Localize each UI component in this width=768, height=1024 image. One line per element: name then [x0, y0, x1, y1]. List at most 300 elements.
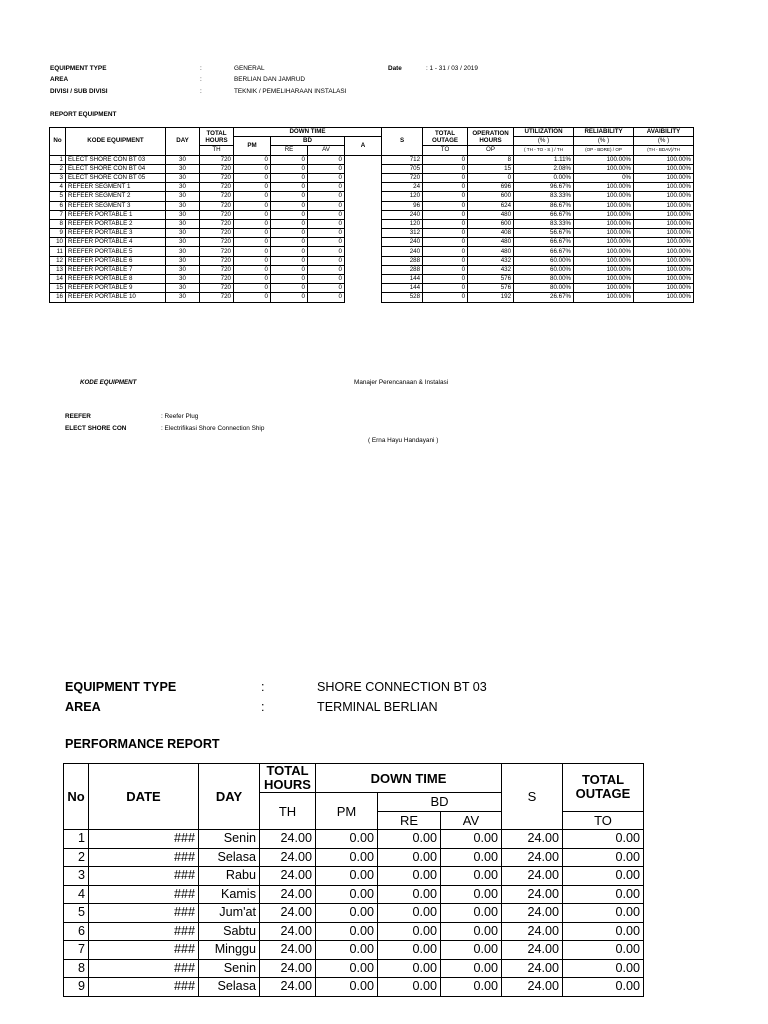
cell-pm: 0 — [234, 219, 271, 228]
header-down-time: DOWN TIME — [234, 128, 382, 137]
cell-a — [345, 164, 382, 173]
cell-avail: 100.00% — [634, 164, 694, 173]
cell-th: 720 — [200, 164, 234, 173]
area-label: AREA — [50, 76, 69, 83]
equipment-report-table — [49, 127, 694, 303]
cell-rel: 100.00% — [574, 284, 634, 293]
header-s: S — [382, 128, 423, 156]
header-op: OP — [468, 146, 514, 155]
cell-pm: 0 — [234, 164, 271, 173]
cell-re: 0.00 — [378, 867, 441, 886]
cell-s: 144 — [382, 275, 423, 284]
cell-kode: ELECT SHORE CON BT 03 — [66, 155, 166, 164]
cell-s: 24.00 — [502, 867, 563, 886]
cell-th: 720 — [200, 192, 234, 201]
header-availability: AVAIBILITY — [634, 128, 694, 137]
header-bd: BD — [378, 793, 502, 812]
header-down-time: DOWN TIME — [316, 764, 502, 793]
cell-no: 4 — [64, 885, 89, 904]
cell-pm: 0 — [234, 238, 271, 247]
legend-code: REEFER — [65, 413, 91, 420]
cell-s: 24.00 — [502, 885, 563, 904]
cell-th: 720 — [200, 183, 234, 192]
cell-op: 432 — [468, 256, 514, 265]
cell-s: 288 — [382, 256, 423, 265]
table-row — [64, 941, 644, 960]
equipment-type-value: GENERAL — [234, 65, 265, 72]
cell-th: 720 — [200, 275, 234, 284]
header-day: DAY — [199, 764, 260, 830]
date-label: Date — [388, 65, 402, 72]
cell-s: 720 — [382, 173, 423, 182]
cell-kode: REEFER PORTABLE 7 — [66, 265, 166, 274]
cell-day: 30 — [166, 210, 200, 219]
colon: : — [261, 700, 265, 714]
cell-day: 30 — [166, 219, 200, 228]
cell-re: 0 — [271, 183, 308, 192]
table-row — [64, 867, 644, 886]
cell-av: 0 — [308, 293, 345, 302]
cell-pm: 0 — [234, 155, 271, 164]
cell-av: 0.00 — [441, 941, 502, 960]
cell-re: 0.00 — [378, 959, 441, 978]
cell-no: 1 — [50, 155, 66, 164]
cell-pm: 0 — [234, 183, 271, 192]
cell-a — [345, 293, 382, 302]
cell-pm: 0 — [234, 275, 271, 284]
equipment-type-label: EQUIPMENT TYPE — [50, 65, 107, 72]
header-avail-formula: (TH - BDAV)/TH — [634, 146, 694, 155]
cell-avail: 100.00% — [634, 238, 694, 247]
cell-no: 5 — [64, 904, 89, 923]
cell-pm: 0 — [234, 210, 271, 219]
cell-av: 0 — [308, 247, 345, 256]
cell-no: 6 — [64, 922, 89, 941]
table-row — [64, 904, 644, 923]
cell-rel: 100.00% — [574, 183, 634, 192]
cell-rel: 100.00% — [574, 265, 634, 274]
cell-day: Senin — [199, 830, 260, 849]
cell-day: 30 — [166, 238, 200, 247]
cell-to: 0 — [423, 201, 468, 210]
header-date: DATE — [89, 764, 199, 830]
cell-avail: 100.00% — [634, 173, 694, 182]
cell-avail: 100.00% — [634, 265, 694, 274]
table-row — [64, 885, 644, 904]
cell-pm: 0.00 — [316, 959, 378, 978]
cell-to: 0.00 — [563, 885, 644, 904]
cell-th: 720 — [200, 201, 234, 210]
table-row — [50, 155, 694, 164]
cell-a — [345, 155, 382, 164]
cell-day: 30 — [166, 155, 200, 164]
cell-s: 24.00 — [502, 904, 563, 923]
area-value: BERLIAN DAN JAMRUD — [234, 76, 306, 83]
cell-th: 720 — [200, 238, 234, 247]
cell-re: 0 — [271, 164, 308, 173]
legend-code: ELECT SHORE CON — [65, 425, 127, 432]
cell-a — [345, 183, 382, 192]
cell-th: 24.00 — [260, 922, 316, 941]
cell-no: 11 — [50, 247, 66, 256]
cell-op: 480 — [468, 238, 514, 247]
cell-no: 3 — [50, 173, 66, 182]
cell-rel: 100.00% — [574, 229, 634, 238]
cell-re: 0 — [271, 192, 308, 201]
table-row — [50, 164, 694, 173]
table-row — [50, 219, 694, 228]
cell-th: 720 — [200, 293, 234, 302]
table-row — [50, 238, 694, 247]
cell-re: 0.00 — [378, 904, 441, 923]
table-row — [64, 978, 644, 997]
equipment-type-label: EQUIPMENT TYPE — [65, 680, 177, 694]
cell-av: 0.00 — [441, 830, 502, 849]
header-rel-formula: (OP - BDRE) / OP — [574, 146, 634, 155]
cell-pm: 0 — [234, 173, 271, 182]
cell-re: 0 — [271, 173, 308, 182]
cell-rel: 100.00% — [574, 219, 634, 228]
equipment-type-value: SHORE CONNECTION BT 03 — [317, 680, 487, 694]
cell-s: 24.00 — [502, 922, 563, 941]
cell-day: 30 — [166, 293, 200, 302]
cell-day: Kamis — [199, 885, 260, 904]
cell-util: 66.67% — [514, 247, 574, 256]
table-row — [50, 173, 694, 182]
cell-av: 0 — [308, 256, 345, 265]
table-row — [50, 229, 694, 238]
cell-s: 120 — [382, 192, 423, 201]
cell-day: 30 — [166, 275, 200, 284]
cell-kode: ELECT SHORE CON BT 04 — [66, 164, 166, 173]
signature-name: ( Erna Hayu Handayani ) — [368, 437, 439, 444]
cell-th: 24.00 — [260, 904, 316, 923]
cell-a — [345, 201, 382, 210]
cell-op: 408 — [468, 229, 514, 238]
header-total-outage: TOTAL OUTAGE — [423, 128, 468, 146]
cell-to: 0 — [423, 229, 468, 238]
cell-kode: REFEER SEGMENT 2 — [66, 192, 166, 201]
cell-op: 600 — [468, 192, 514, 201]
cell-day: Selasa — [199, 978, 260, 997]
cell-pm: 0.00 — [316, 885, 378, 904]
cell-util: 60.00% — [514, 265, 574, 274]
cell-av: 0 — [308, 183, 345, 192]
cell-no: 8 — [64, 959, 89, 978]
cell-avail: 100.00% — [634, 192, 694, 201]
cell-a — [345, 265, 382, 274]
cell-s: 24.00 — [502, 959, 563, 978]
cell-to: 0 — [423, 173, 468, 182]
cell-rel: 100.00% — [574, 293, 634, 302]
cell-avail: 100.00% — [634, 155, 694, 164]
cell-day: Sabtu — [199, 922, 260, 941]
cell-th: 720 — [200, 247, 234, 256]
header-a: A — [345, 137, 382, 155]
cell-date: ### — [89, 867, 199, 886]
legend-desc: : Electrifikasi Shore Connection Ship — [161, 425, 265, 432]
cell-th: 24.00 — [260, 885, 316, 904]
cell-op: 15 — [468, 164, 514, 173]
cell-th: 720 — [200, 265, 234, 274]
cell-to: 0 — [423, 256, 468, 265]
cell-pm: 0.00 — [316, 978, 378, 997]
colon: : — [200, 76, 202, 83]
legend-title: KODE EQUIPMENT — [80, 379, 137, 386]
cell-a — [345, 192, 382, 201]
cell-avail: 100.00% — [634, 293, 694, 302]
cell-s: 288 — [382, 265, 423, 274]
cell-pm: 0 — [234, 293, 271, 302]
cell-av: 0.00 — [441, 867, 502, 886]
cell-av: 0.00 — [441, 922, 502, 941]
cell-av: 0 — [308, 219, 345, 228]
cell-av: 0 — [308, 284, 345, 293]
header-rel-pct: (% ) — [574, 137, 634, 146]
header-th: TH — [260, 793, 316, 830]
cell-rel: 0% — [574, 173, 634, 182]
cell-to: 0 — [423, 192, 468, 201]
cell-av: 0.00 — [441, 885, 502, 904]
cell-th: 720 — [200, 256, 234, 265]
cell-a — [345, 210, 382, 219]
cell-avail: 100.00% — [634, 275, 694, 284]
cell-re: 0 — [271, 275, 308, 284]
cell-pm: 0.00 — [316, 941, 378, 960]
cell-re: 0 — [271, 256, 308, 265]
cell-avail: 100.00% — [634, 210, 694, 219]
cell-no: 12 — [50, 256, 66, 265]
area-value: TERMINAL BERLIAN — [317, 700, 438, 714]
cell-kode: REEFER PORTABLE 3 — [66, 229, 166, 238]
table-row — [50, 247, 694, 256]
cell-av: 0 — [308, 173, 345, 182]
cell-to: 0.00 — [563, 867, 644, 886]
cell-to: 0.00 — [563, 922, 644, 941]
cell-rel: 100.00% — [574, 256, 634, 265]
header-to: TO — [423, 146, 468, 155]
cell-re: 0.00 — [378, 885, 441, 904]
header-th: TH — [200, 146, 234, 155]
cell-day: 30 — [166, 247, 200, 256]
performance-report-table — [63, 763, 644, 997]
cell-to: 0 — [423, 238, 468, 247]
header-reliability: RELIABILITY — [574, 128, 634, 137]
cell-pm: 0.00 — [316, 830, 378, 849]
header-to: TO — [563, 811, 644, 830]
cell-pm: 0.00 — [316, 904, 378, 923]
cell-av: 0 — [308, 155, 345, 164]
cell-re: 0.00 — [378, 978, 441, 997]
cell-day: 30 — [166, 201, 200, 210]
cell-util: 60.00% — [514, 256, 574, 265]
cell-util: 0.00% — [514, 173, 574, 182]
cell-avail: 100.00% — [634, 183, 694, 192]
cell-util: 83.33% — [514, 219, 574, 228]
cell-av: 0.00 — [441, 978, 502, 997]
table-row — [64, 922, 644, 941]
cell-re: 0 — [271, 293, 308, 302]
cell-re: 0 — [271, 284, 308, 293]
cell-op: 624 — [468, 201, 514, 210]
header-avail-pct: (% ) — [634, 137, 694, 146]
cell-day: Selasa — [199, 848, 260, 867]
cell-kode: ELECT SHORE CON BT 05 — [66, 173, 166, 182]
header-util-formula: ( TH - TO - S ) / TH — [514, 146, 574, 155]
header-re: RE — [378, 811, 441, 830]
cell-rel: 100.00% — [574, 210, 634, 219]
cell-to: 0 — [423, 155, 468, 164]
cell-s: 144 — [382, 284, 423, 293]
cell-rel: 100.00% — [574, 155, 634, 164]
header-av: AV — [441, 811, 502, 830]
cell-th: 720 — [200, 155, 234, 164]
cell-pm: 0.00 — [316, 867, 378, 886]
cell-avail: 100.00% — [634, 284, 694, 293]
cell-op: 8 — [468, 155, 514, 164]
cell-av: 0 — [308, 238, 345, 247]
cell-no: 15 — [50, 284, 66, 293]
cell-pm: 0 — [234, 247, 271, 256]
table-row — [64, 848, 644, 867]
cell-th: 720 — [200, 219, 234, 228]
cell-to: 0.00 — [563, 830, 644, 849]
cell-rel: 100.00% — [574, 275, 634, 284]
cell-re: 0 — [271, 201, 308, 210]
cell-no: 6 — [50, 201, 66, 210]
cell-pm: 0.00 — [316, 848, 378, 867]
table-row — [50, 192, 694, 201]
cell-th: 24.00 — [260, 830, 316, 849]
cell-s: 312 — [382, 229, 423, 238]
cell-day: Senin — [199, 959, 260, 978]
cell-util: 26.67% — [514, 293, 574, 302]
cell-a — [345, 256, 382, 265]
cell-s: 705 — [382, 164, 423, 173]
cell-date: ### — [89, 959, 199, 978]
report-title: REPORT EQUIPMENT — [50, 111, 117, 118]
cell-av: 0.00 — [441, 959, 502, 978]
cell-util: 2.08% — [514, 164, 574, 173]
cell-to: 0 — [423, 219, 468, 228]
cell-avail: 100.00% — [634, 256, 694, 265]
header-total-outage: TOTAL OUTAGE — [563, 764, 644, 812]
cell-re: 0.00 — [378, 922, 441, 941]
cell-th: 24.00 — [260, 848, 316, 867]
cell-avail: 100.00% — [634, 229, 694, 238]
cell-kode: REEFER PORTABLE 10 — [66, 293, 166, 302]
cell-a — [345, 247, 382, 256]
header-kode-equipment: KODE EQUIPMENT — [66, 128, 166, 156]
cell-s: 96 — [382, 201, 423, 210]
cell-no: 14 — [50, 275, 66, 284]
divisi-value: TEKNIK / PEMELIHARAAN INSTALASI — [234, 88, 347, 95]
cell-op: 0 — [468, 173, 514, 182]
cell-util: 86.67% — [514, 201, 574, 210]
cell-date: ### — [89, 922, 199, 941]
header-utilization: UTILIZATION — [514, 128, 574, 137]
cell-to: 0.00 — [563, 848, 644, 867]
cell-to: 0 — [423, 210, 468, 219]
cell-op: 192 — [468, 293, 514, 302]
cell-avail: 100.00% — [634, 219, 694, 228]
cell-a — [345, 284, 382, 293]
cell-kode: REEFER PORTABLE 9 — [66, 284, 166, 293]
cell-no: 16 — [50, 293, 66, 302]
cell-th: 24.00 — [260, 867, 316, 886]
cell-util: 83.33% — [514, 192, 574, 201]
header-pm: PM — [234, 137, 271, 155]
cell-to: 0.00 — [563, 978, 644, 997]
cell-util: 66.67% — [514, 210, 574, 219]
cell-re: 0.00 — [378, 830, 441, 849]
cell-pm: 0 — [234, 192, 271, 201]
table-row — [64, 830, 644, 849]
cell-op: 696 — [468, 183, 514, 192]
cell-op: 576 — [468, 284, 514, 293]
cell-date: ### — [89, 830, 199, 849]
cell-s: 528 — [382, 293, 423, 302]
cell-day: Minggu — [199, 941, 260, 960]
cell-op: 480 — [468, 247, 514, 256]
cell-no: 7 — [64, 941, 89, 960]
table-row — [50, 183, 694, 192]
cell-no: 4 — [50, 183, 66, 192]
cell-no: 13 — [50, 265, 66, 274]
cell-re: 0 — [271, 238, 308, 247]
cell-day: Rabu — [199, 867, 260, 886]
cell-avail: 100.00% — [634, 247, 694, 256]
date-value: : 1 - 31 / 03 / 2019 — [426, 65, 478, 72]
cell-a — [345, 229, 382, 238]
cell-util: 1.11% — [514, 155, 574, 164]
table-row — [50, 210, 694, 219]
header-util-pct: (% ) — [514, 137, 574, 146]
cell-th: 24.00 — [260, 978, 316, 997]
cell-to: 0.00 — [563, 941, 644, 960]
cell-util: 56.67% — [514, 229, 574, 238]
cell-s: 24.00 — [502, 848, 563, 867]
cell-a — [345, 275, 382, 284]
cell-kode: REFEER SEGMENT 1 — [66, 183, 166, 192]
cell-rel: 100.00% — [574, 247, 634, 256]
cell-av: 0.00 — [441, 904, 502, 923]
cell-pm: 0.00 — [316, 922, 378, 941]
header-no: No — [50, 128, 66, 156]
cell-to: 0.00 — [563, 959, 644, 978]
cell-a — [345, 173, 382, 182]
cell-a — [345, 219, 382, 228]
cell-day: 30 — [166, 192, 200, 201]
cell-re: 0 — [271, 265, 308, 274]
cell-s: 24 — [382, 183, 423, 192]
cell-to: 0 — [423, 275, 468, 284]
cell-re: 0.00 — [378, 941, 441, 960]
cell-av: 0 — [308, 164, 345, 173]
cell-kode: REEFER PORTABLE 6 — [66, 256, 166, 265]
cell-th: 720 — [200, 173, 234, 182]
cell-av: 0 — [308, 265, 345, 274]
cell-no: 3 — [64, 867, 89, 886]
area-label: AREA — [65, 700, 101, 714]
header-no: No — [64, 764, 89, 830]
cell-to: 0 — [423, 293, 468, 302]
table-row — [50, 265, 694, 274]
header-bd: BD — [271, 137, 345, 146]
cell-rel: 100.00% — [574, 201, 634, 210]
legend-desc: : Reefer Plug — [161, 413, 199, 420]
table-row — [50, 275, 694, 284]
